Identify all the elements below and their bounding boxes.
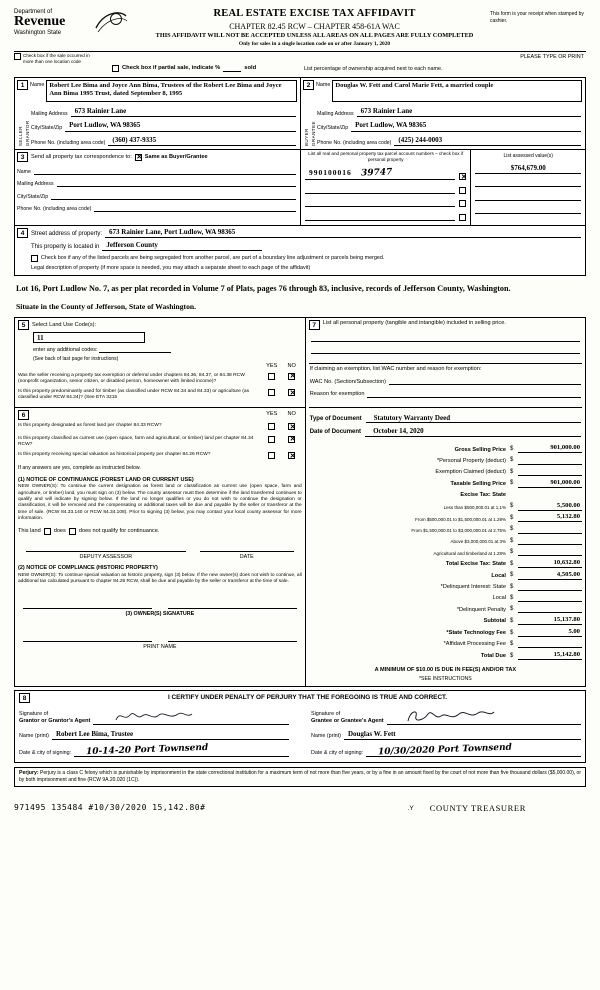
- parcel-row: [305, 199, 466, 207]
- minimum-due-note: A MINIMUM OF $10.00 IS DUE IN FEE(S) AND/OR TAX: [374, 666, 517, 673]
- grantor-date-city-label: Date & city of signing:: [19, 749, 72, 756]
- question-text: Is this property classified as current use (open space, farm and agricultural, or timber) land per chapter 84.34 RCW?: [18, 435, 254, 448]
- y-mark: .Y: [407, 805, 414, 813]
- grantee-date-city-label: Date & city of signing:: [311, 749, 364, 756]
- tax-row-delinquent-interest-local: Local $: [309, 594, 582, 603]
- land-use-label: Select Land Use Code(s):: [32, 321, 97, 328]
- parcel-row: [305, 186, 466, 194]
- amount-field[interactable]: 901,000.00: [518, 479, 582, 488]
- print-name-field[interactable]: [168, 632, 297, 642]
- legal-description-label: Legal description of property (if more space is needed, you may attach a separate sheet to each page of the affidavit): [31, 265, 311, 272]
- amount-field[interactable]: 4,505.00: [518, 571, 582, 580]
- notice2-title: (2) NOTICE OF COMPLIANCE (HISTORIC PROPERTY): [18, 565, 158, 572]
- continuance-line: [18, 528, 302, 535]
- partial-sale-suffix: sold: [244, 65, 257, 72]
- mid-columns: [14, 317, 586, 687]
- does-label: does: [53, 528, 66, 535]
- buyer-mailing-label: Mailing Address: [317, 110, 354, 117]
- question-text: Is this property designated as forest land per chapter 84.33 RCW?: [18, 423, 162, 429]
- date-of-document-field[interactable]: October 14, 2020: [365, 427, 581, 436]
- perjury-text: Perjury is a class C felony which is punishable by imprisonment in the state correctional institution for a maximum term of not more than five years, or by a fine in an amount fixed by the court of not more than five thousand dollars ($5,000.00), or by both imprisonment and fine (RCW 9A.20.020 (1C)).: [19, 769, 582, 783]
- assessed-value-field[interactable]: [475, 164, 581, 174]
- grantor-name-print-label: Name (print): [19, 732, 49, 739]
- seller-section: [15, 78, 300, 149]
- assessed-value-field[interactable]: [475, 205, 581, 214]
- see-back-note: (See back of last page for instructions): [33, 355, 119, 362]
- tax-row-excise-tax-header: Excise Tax: State: [460, 492, 506, 499]
- personal-property-field[interactable]: [311, 330, 580, 342]
- amount-field[interactable]: 5,500.00: [518, 502, 582, 511]
- seller-mailing-label: Mailing Address: [31, 110, 68, 117]
- corr-city-label: City/State/Zip: [17, 193, 49, 200]
- form-header: [14, 8, 586, 47]
- land-use-code-box[interactable]: [33, 332, 145, 343]
- ownership-note: List percentage of ownership acquired next to each name.: [304, 66, 443, 73]
- title-block: [139, 8, 490, 47]
- seller-phone-field[interactable]: (360) 437-9335: [108, 136, 296, 146]
- segregated-note: Check box if any of the listed parcels are being segregated from another parcel, are part of a boundary line adjustment or parcels being merged.: [41, 255, 385, 262]
- tax-row-total-due: Total Due $ 15,142.80: [480, 650, 580, 660]
- seller-name-field[interactable]: [46, 80, 297, 102]
- notice2-body: NEW OWNER(S): To continue special valuation as historic property, sign (3) below. If the new owner(s) does not wish to continue, all additional tax calculated pursuant to chapter 84.26 RCW, shall be due and payable by the seller or transferor at the time of sale.: [18, 572, 302, 585]
- personal-property-field[interactable]: [311, 342, 580, 354]
- amount-field[interactable]: [518, 582, 582, 591]
- see-instructions-note: *SEE INSTRUCTIONS: [418, 675, 472, 682]
- multi-location-option: [14, 53, 100, 64]
- multi-location-label: Check box if the sale occurred in more than one location code: [23, 53, 90, 64]
- street-address-label: Street address of property:: [31, 230, 103, 237]
- question-row: [18, 452, 302, 461]
- personal-property-label: List all personal property (tangible and intangible) included in selling price.: [322, 320, 506, 327]
- right-column: [306, 317, 586, 687]
- logo-state-text: Washington State: [14, 29, 62, 36]
- no-checkbox[interactable]: [288, 452, 295, 459]
- same-as-buyer-checkbox[interactable]: [135, 154, 142, 161]
- yes-checkbox[interactable]: [268, 389, 275, 396]
- dor-logo: [14, 8, 139, 37]
- land-use-code-value: 11: [37, 334, 44, 343]
- section7-number: 7: [309, 320, 320, 330]
- this-land-label: This land: [18, 528, 41, 535]
- amount-field[interactable]: [518, 640, 582, 649]
- tax-row-personal-property: *Personal Property (deduct) $: [309, 456, 582, 465]
- section8-number: 8: [19, 693, 30, 703]
- send-correspondence-label: Send all property tax correspondence to:: [31, 153, 132, 160]
- buyer-side-label: BUYER GRANTEE: [303, 121, 316, 147]
- no-checkbox[interactable]: [288, 389, 295, 396]
- question-row: [18, 423, 302, 432]
- left-column: [14, 317, 306, 687]
- parcel-row: [305, 213, 466, 221]
- yes-header: YES: [266, 411, 278, 418]
- county-treasurer-label: COUNTY TREASURER: [429, 802, 526, 813]
- parcel-number-value: 990100016: [309, 168, 352, 178]
- partial-sale-percent-field[interactable]: [223, 65, 241, 72]
- buyer-phone-field[interactable]: (425) 244-0003: [394, 136, 581, 146]
- cashier-stamp: 971495 135484 #10/30/2020 15,142.80#: [14, 803, 206, 813]
- question-text: Is this property receiving special valuation as historical property per chapter 84.26 RCW?: [18, 452, 211, 458]
- logo-dept-text: Department of: [14, 9, 53, 15]
- section5-land-use: [15, 318, 305, 408]
- notice1-body: NEW OWNER(S): To continue the current designation as forest land or classification as current use (open space, farm and agriculture, or timber) land, you must sign on (3) below. The county assessor must then determine if the land transferred continues to qualify and will indicate by signing below. If the land no longer qualifies or you do not wish to continue the designation or classification, it will be removed and the compensating or additional taxes will be due and payable by the seller or transferor at the time of sale. (RCW 84.33.140 or RCW 84.34.108). Prior to signing (3) below, you may contact your local county assessor for more information.: [18, 484, 302, 521]
- please-type-or-print: PLEASE TYPE OR PRINT: [520, 54, 584, 61]
- partial-sale-option: [112, 65, 256, 72]
- seller-name-label: Name: [30, 82, 45, 89]
- if-yes-note: If any answers are yes, complete as instructed below.: [18, 465, 141, 472]
- tax-row-total-excise-state: Total Excise Tax: State $ 10,632.80: [445, 558, 580, 568]
- same-as-buyer-label: Same as Buyer/Grantee: [144, 153, 208, 160]
- grantee-signature-scribble: [406, 708, 496, 724]
- seller-name-value: Robert Lee Bima and Joyce Ann Bima, Trustees of the Robert Lee Bima and Joyce Ann Bima 1995 Trust, dated September 8, 1995: [49, 82, 282, 98]
- seller-side-label: SELLER GRANTOR: [17, 120, 30, 147]
- amount-field[interactable]: [518, 467, 582, 476]
- reason-field[interactable]: [367, 390, 581, 398]
- owners-signature-label: (3) OWNER(S) SIGNATURE: [125, 611, 195, 618]
- buyer-name-label: Name: [316, 82, 331, 89]
- notice1-title: (1) NOTICE OF CONTINUANCE (FOREST LAND OR CURRENT USE): [18, 476, 194, 483]
- does-checkbox[interactable]: [44, 528, 51, 535]
- question-row: [18, 436, 302, 449]
- amount-field[interactable]: [518, 548, 582, 557]
- no-header: NO: [287, 362, 296, 369]
- footer: [14, 803, 586, 813]
- corr-mailing-label: Mailing Address: [17, 181, 54, 188]
- owner-signature-lines: [18, 599, 302, 609]
- amount-field[interactable]: 15,137.80: [518, 616, 582, 625]
- grantee-name-print-field[interactable]: Douglas W. Fett: [344, 730, 581, 740]
- no-header: NO: [287, 411, 296, 418]
- parcel-number-field[interactable]: [305, 186, 455, 194]
- parcel-number-field[interactable]: [305, 213, 455, 221]
- segregated-checkbox[interactable]: [31, 255, 38, 262]
- seller-city-field[interactable]: Port Ludlow, WA 98365: [65, 121, 296, 131]
- seller-mailing-field[interactable]: 673 Rainier Lane: [71, 107, 296, 117]
- amount-field[interactable]: 15,142.80: [518, 651, 582, 660]
- logo-revenue-text: Revenue: [14, 14, 66, 30]
- form-title: REAL ESTATE EXCISE TAX AFFIDAVIT: [213, 8, 416, 19]
- corr-name-label: Name: [17, 168, 31, 175]
- wac-field[interactable]: [389, 377, 581, 385]
- multi-location-checkbox[interactable]: [14, 53, 21, 60]
- excise-tax-table: [309, 442, 582, 660]
- section6-designations: [15, 408, 305, 686]
- section7-sale-details: [306, 318, 585, 686]
- amount-field[interactable]: 901,000.00: [518, 444, 582, 453]
- buyer-city-field[interactable]: Port Ludlow, WA 98365: [351, 121, 581, 131]
- question-text: Is this property predominantly used for timber (as classified under RCW 84.34 and 84.33) or agriculture (as classified under RCW 84.34)? (See ETA 3215: [18, 389, 250, 401]
- tax-row-exemption-claimed: Exemption Claimed (deduct) $: [309, 467, 582, 476]
- corr-phone-label: Phone No. (including area code): [17, 206, 92, 213]
- tax-row-subtotal: Subtotal $ 15,137.80: [483, 616, 580, 625]
- grantee-date-city-field[interactable]: 10/30/2020 Port Townsend: [366, 745, 581, 757]
- personal-property-checkbox[interactable]: [459, 187, 466, 194]
- buyer-mailing-field[interactable]: 673 Rainier Lane: [357, 107, 581, 117]
- tax-row-tier1: Less than $500,000.01 at 1.1% $ 5,500.00: [443, 501, 580, 511]
- grantor-name-print-field[interactable]: Robert Lee Bima, Trustee: [52, 730, 289, 740]
- county-field[interactable]: Jefferson County: [102, 241, 262, 251]
- amount-field[interactable]: 5,132.80: [518, 513, 582, 522]
- assessed-value: $764,679.00: [510, 163, 546, 172]
- grantor-signature-scribble: [114, 708, 194, 724]
- amount-field[interactable]: [518, 456, 582, 465]
- subheader-strip: [14, 51, 586, 78]
- perjury-notice: [14, 767, 586, 787]
- tax-row-affidavit-processing-fee: *Affidavit Processing Fee $: [309, 640, 582, 649]
- tax-row-local: Local $ 4,505.00: [491, 570, 580, 579]
- section3-number: 3: [17, 152, 28, 162]
- section2-number: 2: [303, 80, 314, 90]
- yes-checkbox[interactable]: [268, 436, 275, 443]
- assessed-values-column: [471, 150, 585, 224]
- corr-name-field[interactable]: [34, 167, 296, 175]
- grantee-signature-label: Signature of Grantee or Grantee's Agent: [311, 710, 384, 724]
- does-not-label: does not qualify for continuance.: [78, 528, 160, 535]
- seller-phone-label: Phone No. (including area code): [31, 140, 106, 147]
- handwritten-parcel-note: 39747: [361, 167, 393, 179]
- print-name-field[interactable]: [23, 632, 152, 642]
- section4-number: 4: [17, 228, 28, 238]
- grantee-name-print-label: Name (print): [311, 732, 341, 739]
- deputy-assessor-signature-line[interactable]: DEPUTY ASSESSOR: [26, 551, 186, 560]
- type-of-document-label: Type of Document: [309, 415, 362, 422]
- personal-property-checkbox[interactable]: [459, 214, 466, 221]
- wac-label: WAC No. (Section/Subsection): [309, 378, 386, 385]
- corr-mailing-field[interactable]: [57, 179, 296, 187]
- seller-city-label: City/State/Zip: [31, 125, 63, 132]
- additional-codes-label: enter any additional codes:: [33, 346, 98, 353]
- perjury-label: Perjury:: [19, 769, 39, 776]
- street-address-field[interactable]: 673 Rainier Lane, Port Ludlow, WA 98365: [105, 228, 581, 238]
- buyer-section: [300, 78, 585, 149]
- buyer-city-label: City/State/Zip: [317, 125, 349, 132]
- tax-row-state-technology-fee: *State Technology Fee $ 5.00: [446, 627, 580, 637]
- personal-property-checkbox[interactable]: [459, 200, 466, 207]
- warning-line: THIS AFFIDAVIT WILL NOT BE ACCEPTED UNLESS ALL AREAS ON ALL PAGES ARE FULLY COMPLETED: [155, 32, 474, 40]
- tax-row-gross-selling-price: Gross Selling Price $ 901,000.00: [454, 444, 580, 453]
- type-of-document-field[interactable]: Statutory Warranty Deed: [366, 414, 581, 423]
- amount-field[interactable]: [518, 536, 582, 545]
- tax-row-tier2: From $500,000.01 to $1,500,000.01 at 1.28% $ 5,132.80: [415, 513, 580, 522]
- yes-checkbox[interactable]: [268, 423, 275, 430]
- section8-certification: [14, 690, 586, 763]
- exemption-intro: If claiming an exemption, list WAC number and reason for exemption:: [309, 366, 482, 373]
- no-checkbox[interactable]: [288, 373, 295, 380]
- assessed-value-field[interactable]: [475, 178, 581, 187]
- additional-codes-field[interactable]: [99, 346, 171, 353]
- only-for-line: Only for sales in a single location code on or after January 1, 2020: [238, 40, 391, 47]
- legal-description-value: Lot 16, Port Ludlow No. 7, as per plat recorded in Volume 7 of Plats, pages 76 through 83, inclusive, records of Jefferson County, Washington.: [16, 283, 511, 293]
- does-not-checkbox[interactable]: [69, 528, 76, 535]
- buyer-phone-label: Phone No. (including area code): [317, 140, 392, 147]
- personal-property-checkbox[interactable]: [459, 173, 466, 180]
- owner-signature-field[interactable]: [23, 599, 152, 609]
- date-line[interactable]: DATE: [200, 551, 294, 560]
- deputy-assessor-row: [18, 551, 302, 560]
- grantor-date-city-field[interactable]: 10-14-20 Port Townsend: [74, 745, 289, 757]
- grantor-signature-label: Signature of Grantor or Grantor's Agent: [19, 710, 91, 724]
- tax-row-agricultural: Agricultural and timberland at 1.28% $: [309, 548, 582, 557]
- parcel-header: List all real and personal property tax parcel account numbers – check box if personal property: [308, 151, 464, 163]
- question-text: Was the seller receiving a property tax exemption or deferral under chapters 84.36, 84.37, or 84.38 RCW (nonprofit organization, senior citizen, or disabled person, homeowner with limited income)?: [18, 372, 245, 385]
- tax-row-tier3: From $1,500,000.01 to $3,000,000.01 at 2.75% $: [309, 525, 582, 534]
- tax-row-delinquent-interest-state: *Delinquent Interest: State $: [309, 582, 582, 591]
- corr-phone-field[interactable]: [94, 204, 296, 212]
- print-name-lines: [18, 632, 302, 642]
- tax-row-taxable-selling-price: Taxable Selling Price $ 901,000.00: [450, 478, 580, 487]
- seller-buyer-section: [14, 77, 586, 150]
- buyer-name-field[interactable]: [332, 80, 582, 102]
- grantee-signature-block: [311, 706, 581, 757]
- parcel-numbers-column: [301, 150, 471, 224]
- chapter-line: CHAPTER 82.45 RCW – CHAPTER 458-61A WAC: [229, 21, 400, 31]
- parcel-row: [305, 168, 466, 180]
- section1-number: 1: [17, 80, 28, 90]
- receipt-note: This form is your receipt when stamped by cashier.: [490, 11, 584, 24]
- grantor-signature-block: [19, 706, 289, 757]
- reason-label: Reason for exemption: [309, 391, 365, 398]
- section3-correspondence: [14, 149, 586, 225]
- partial-sale-label: Check box if partial sale, indicate %: [122, 65, 221, 72]
- assessed-header: List assessed value(s): [503, 153, 553, 160]
- located-in-label: This property is located in: [31, 244, 100, 251]
- partial-sale-checkbox[interactable]: [112, 65, 119, 72]
- revenue-swirl-icon: [94, 8, 128, 34]
- section5-number: 5: [18, 320, 29, 330]
- amount-field[interactable]: [518, 605, 582, 614]
- certify-statement: I CERTIFY UNDER PENALTY OF PERJURY THAT THE FOREGOING IS TRUE AND CORRECT.: [167, 693, 448, 701]
- amount-field[interactable]: [518, 594, 582, 603]
- question-row: [18, 389, 302, 402]
- amount-field[interactable]: [518, 525, 582, 534]
- section6-number: 6: [18, 410, 29, 420]
- corr-city-field[interactable]: [51, 192, 296, 200]
- amount-field[interactable]: 5.00: [518, 628, 582, 637]
- question-row: [18, 373, 302, 386]
- amount-field[interactable]: 10,632.80: [518, 559, 582, 568]
- yes-checkbox[interactable]: [268, 452, 275, 459]
- situate-line: Situate in the County of Jefferson, State of Washington.: [16, 301, 197, 311]
- owner-signature-field[interactable]: [168, 599, 297, 609]
- assessed-value-field[interactable]: [475, 192, 581, 201]
- yes-checkbox[interactable]: [268, 373, 275, 380]
- no-checkbox[interactable]: [288, 423, 295, 430]
- no-checkbox[interactable]: [288, 436, 295, 443]
- tax-row-tier4: Above $3,000,000.01 at 3% $: [309, 536, 582, 545]
- date-of-document-label: Date of Document: [309, 429, 362, 436]
- yes-header: YES: [266, 362, 278, 369]
- tax-row-delinquent-penalty: *Delinquent Penalty $: [309, 605, 582, 614]
- print-name-label: PRINT NAME: [143, 643, 177, 650]
- parcel-number-field[interactable]: [305, 199, 455, 207]
- section4-property: [14, 225, 586, 276]
- buyer-name-value: Douglas W. Fett and Carol Marie Fett, a married couple: [335, 82, 494, 90]
- parcel-number-field[interactable]: [305, 168, 455, 180]
